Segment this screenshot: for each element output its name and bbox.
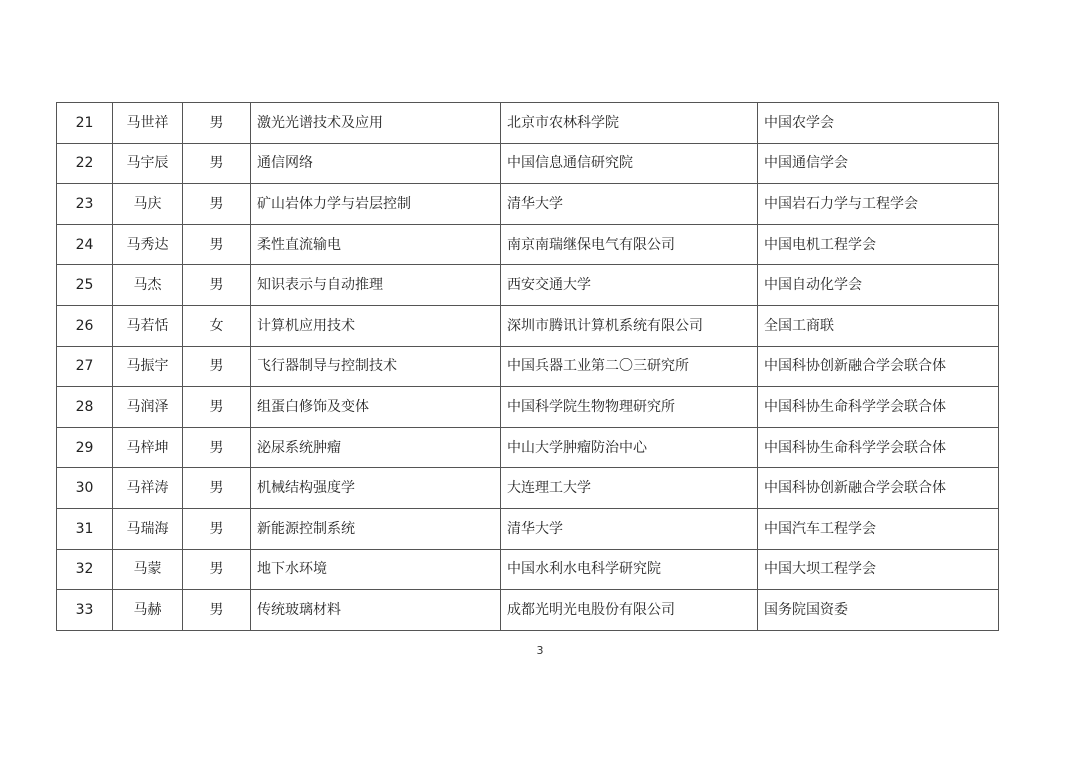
cell-gender: 男 [183, 387, 251, 428]
cell-nominator: 中国科协生命科学学会联合体 [758, 427, 999, 468]
table-row [57, 265, 999, 306]
cell-nominator: 中国岩石力学与工程学会 [758, 184, 999, 225]
cell-name: 马梓坤 [113, 427, 183, 468]
cell-number: 21 [57, 103, 113, 144]
cell-name: 马祥涛 [113, 468, 183, 509]
cell-number: 29 [57, 427, 113, 468]
cell-name: 马杰 [113, 265, 183, 306]
cell-number: 23 [57, 184, 113, 225]
cell-field: 柔性直流输电 [251, 224, 501, 265]
cell-name: 马秀达 [113, 224, 183, 265]
table-row [57, 549, 999, 590]
cell-number: 30 [57, 468, 113, 509]
cell-name: 马若恬 [113, 305, 183, 346]
cell-gender: 男 [183, 184, 251, 225]
cell-number: 22 [57, 143, 113, 184]
cell-number: 25 [57, 265, 113, 306]
cell-field: 地下水环境 [251, 549, 501, 590]
cell-number: 27 [57, 346, 113, 387]
cell-name: 马振宇 [113, 346, 183, 387]
table-row [57, 427, 999, 468]
table-row [57, 508, 999, 549]
cell-organization: 中国水利水电科学研究院 [501, 549, 758, 590]
table-row [57, 103, 999, 144]
cell-name: 马润泽 [113, 387, 183, 428]
cell-field: 计算机应用技术 [251, 305, 501, 346]
cell-gender: 男 [183, 427, 251, 468]
cell-organization: 大连理工大学 [501, 468, 758, 509]
cell-field: 通信网络 [251, 143, 501, 184]
cell-name: 马世祥 [113, 103, 183, 144]
cell-nominator: 中国自动化学会 [758, 265, 999, 306]
cell-name: 马宇辰 [113, 143, 183, 184]
table-row [57, 590, 999, 631]
cell-name: 马蒙 [113, 549, 183, 590]
cell-organization: 西安交通大学 [501, 265, 758, 306]
cell-number: 33 [57, 590, 113, 631]
cell-number: 31 [57, 508, 113, 549]
page-number: 3 [536, 644, 544, 657]
cell-name: 马瑞海 [113, 508, 183, 549]
cell-organization: 深圳市腾讯计算机系统有限公司 [501, 305, 758, 346]
table-row [57, 346, 999, 387]
cell-organization: 中国兵器工业第二〇三研究所 [501, 346, 758, 387]
cell-gender: 男 [183, 590, 251, 631]
cell-organization: 清华大学 [501, 508, 758, 549]
cell-gender: 男 [183, 346, 251, 387]
cell-organization: 中国科学院生物物理研究所 [501, 387, 758, 428]
cell-organization: 北京市农林科学院 [501, 103, 758, 144]
cell-name: 马赫 [113, 590, 183, 631]
cell-field: 组蛋白修饰及变体 [251, 387, 501, 428]
cell-organization: 清华大学 [501, 184, 758, 225]
cell-number: 26 [57, 305, 113, 346]
cell-organization: 中国信息通信研究院 [501, 143, 758, 184]
cell-gender: 男 [183, 508, 251, 549]
cell-nominator: 中国通信学会 [758, 143, 999, 184]
cell-field: 泌尿系统肿瘤 [251, 427, 501, 468]
cell-gender: 男 [183, 265, 251, 306]
cell-name: 马庆 [113, 184, 183, 225]
cell-gender: 男 [183, 549, 251, 590]
table-row [57, 184, 999, 225]
cell-number: 28 [57, 387, 113, 428]
roster-table [56, 102, 999, 631]
cell-nominator: 中国科协创新融合学会联合体 [758, 346, 999, 387]
cell-field: 知识表示与自动推理 [251, 265, 501, 306]
table-row [57, 224, 999, 265]
roster-table-body [57, 103, 999, 631]
cell-number: 32 [57, 549, 113, 590]
cell-organization: 南京南瑞继保电气有限公司 [501, 224, 758, 265]
cell-field: 传统玻璃材料 [251, 590, 501, 631]
table-row [57, 468, 999, 509]
cell-nominator: 中国汽车工程学会 [758, 508, 999, 549]
cell-nominator: 中国电机工程学会 [758, 224, 999, 265]
cell-nominator: 中国大坝工程学会 [758, 549, 999, 590]
cell-gender: 男 [183, 103, 251, 144]
cell-gender: 男 [183, 143, 251, 184]
cell-field: 矿山岩体力学与岩层控制 [251, 184, 501, 225]
cell-field: 新能源控制系统 [251, 508, 501, 549]
cell-nominator: 国务院国资委 [758, 590, 999, 631]
cell-number: 24 [57, 224, 113, 265]
cell-field: 飞行器制导与控制技术 [251, 346, 501, 387]
cell-organization: 成都光明光电股份有限公司 [501, 590, 758, 631]
cell-nominator: 中国科协生命科学学会联合体 [758, 387, 999, 428]
cell-nominator: 全国工商联 [758, 305, 999, 346]
cell-field: 激光光谱技术及应用 [251, 103, 501, 144]
cell-gender: 女 [183, 305, 251, 346]
table-row [57, 387, 999, 428]
table-row [57, 305, 999, 346]
cell-field: 机械结构强度学 [251, 468, 501, 509]
cell-gender: 男 [183, 468, 251, 509]
table-row [57, 143, 999, 184]
cell-gender: 男 [183, 224, 251, 265]
cell-organization: 中山大学肿瘤防治中心 [501, 427, 758, 468]
cell-nominator: 中国农学会 [758, 103, 999, 144]
cell-nominator: 中国科协创新融合学会联合体 [758, 468, 999, 509]
